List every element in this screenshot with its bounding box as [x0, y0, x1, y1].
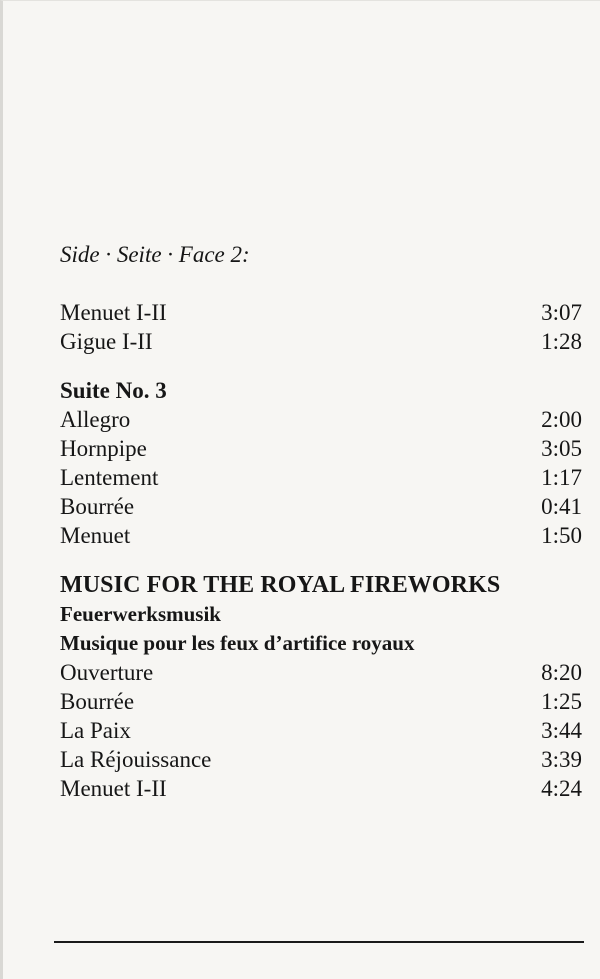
track-row [60, 492, 582, 521]
track-title: La Réjouissance [60, 747, 212, 772]
track-title: Gigue I-II [60, 329, 153, 354]
track-title: Menuet I-II [60, 776, 167, 801]
track-row [60, 521, 582, 550]
track-row [60, 658, 582, 687]
track-duration: 1:25 [541, 689, 582, 714]
track-row [60, 327, 582, 356]
work-title: MUSIC FOR THE ROYAL FIREWORKS [60, 572, 501, 598]
track-duration: 3:07 [541, 300, 582, 325]
work-subtitle-french: Musique pour les feux d’artifice royaux [60, 631, 415, 655]
track-title: Hornpipe [60, 436, 147, 461]
track-title: Lentement [60, 465, 159, 490]
track-title: La Paix [60, 718, 131, 743]
track-duration: 4:24 [541, 776, 582, 801]
track-row [60, 405, 582, 434]
track-duration: 3:05 [541, 436, 582, 461]
track-title: Bourrée [60, 494, 135, 519]
work-subtitle-german: Feuerwerksmusik [60, 602, 221, 626]
track-duration: 0:41 [541, 494, 582, 519]
track-title: Allegro [60, 407, 131, 432]
suite-title: Suite No. 3 [60, 378, 167, 403]
track-duration: 3:39 [541, 747, 582, 772]
track-row [60, 774, 582, 803]
track-duration: 2:00 [541, 407, 582, 432]
bottom-divider [54, 941, 584, 943]
track-duration: 1:50 [541, 523, 582, 548]
group-royal-fireworks [60, 571, 582, 803]
track-row [60, 745, 582, 774]
track-row [60, 298, 582, 327]
side-heading: Side · Seite · Face 2: [60, 242, 250, 267]
track-row [60, 434, 582, 463]
track-duration: 1:17 [541, 465, 582, 490]
track-listing [60, 240, 582, 803]
track-row [60, 716, 582, 745]
track-row [60, 687, 582, 716]
track-duration: 8:20 [541, 660, 582, 685]
track-row [60, 463, 582, 492]
group-suite-3 [60, 376, 582, 550]
spacer [60, 550, 582, 571]
track-title: Menuet [60, 523, 131, 548]
track-duration: 1:28 [541, 329, 582, 354]
track-title: Menuet I-II [60, 300, 167, 325]
track-duration: 3:44 [541, 718, 582, 743]
track-title: Bourrée [60, 689, 135, 714]
group-1 [60, 298, 582, 356]
track-title: Ouverture [60, 660, 154, 685]
spacer [60, 356, 582, 376]
